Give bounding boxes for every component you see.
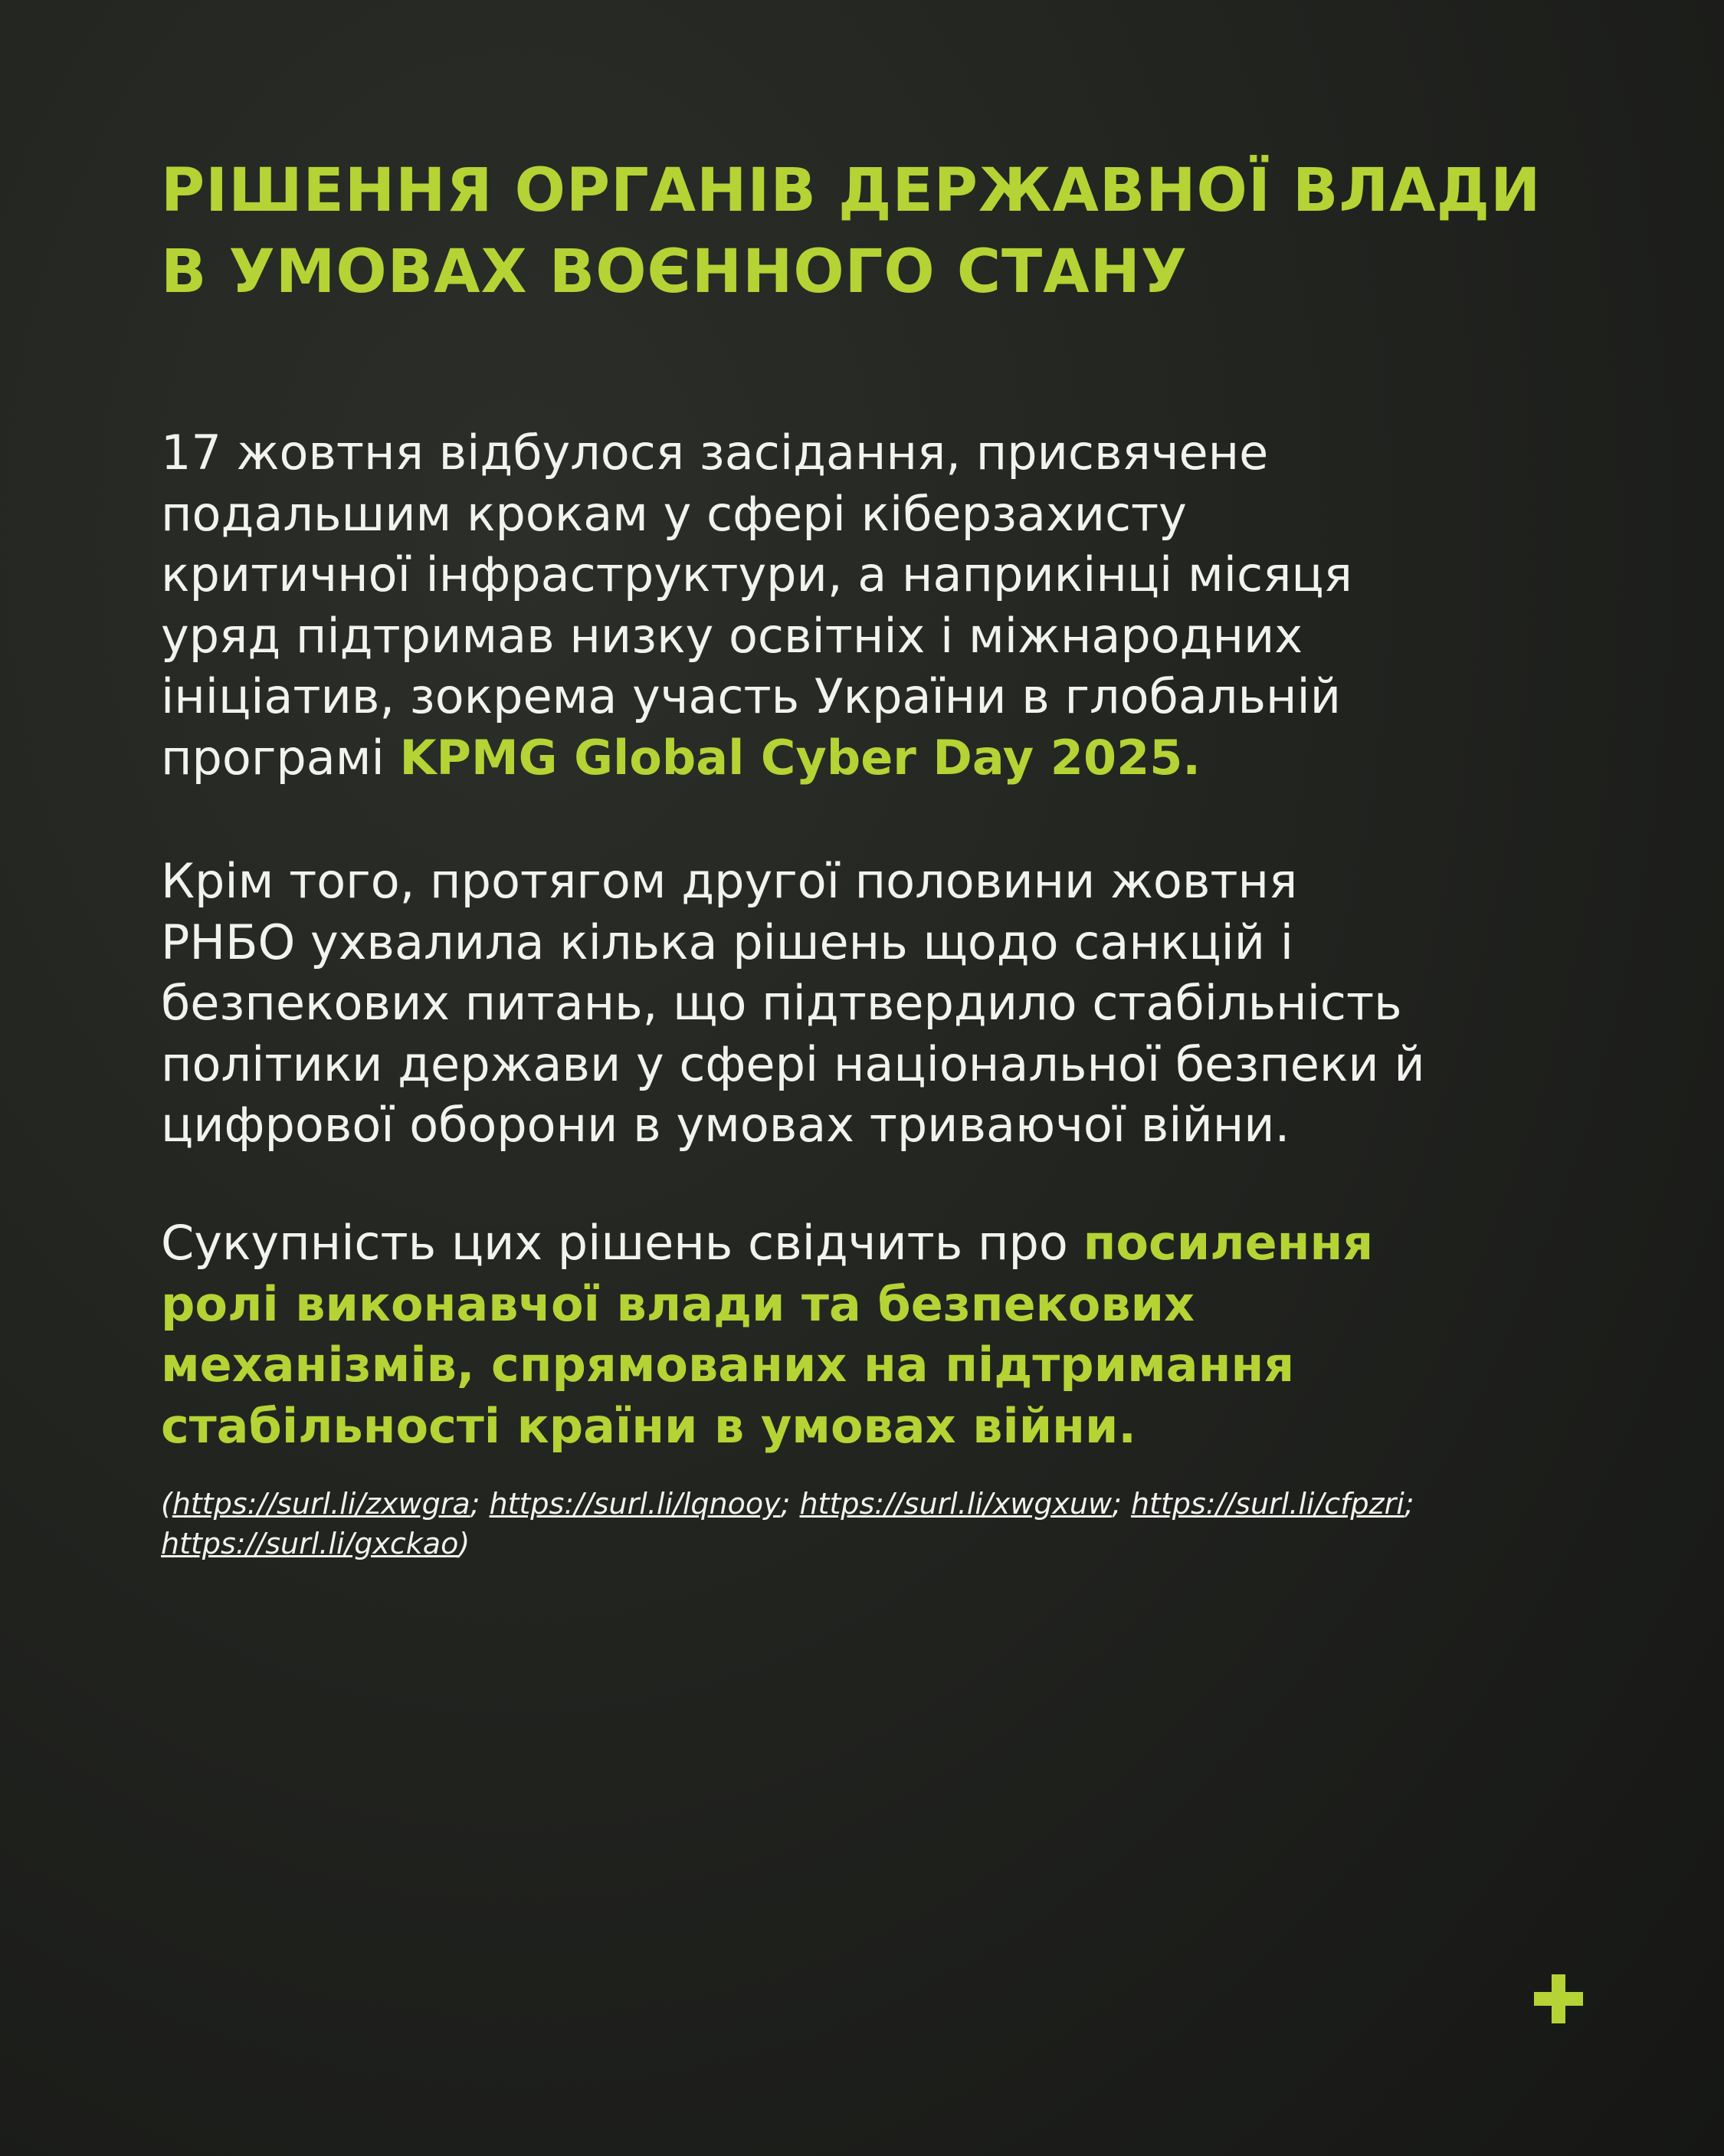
- separator: ;: [780, 1487, 800, 1521]
- title-line-2: В УМОВАХ ВОЄННОГО СТАНУ: [161, 238, 1188, 307]
- sources-line-1: [161, 1484, 1563, 1524]
- paragraph-conclusion: [161, 1213, 1563, 1456]
- sources-list: [161, 1484, 1563, 1564]
- highlight-text: посилення: [1083, 1215, 1374, 1271]
- paragraph-line: ініціатив, зокрема участь України в глобальній: [161, 668, 1342, 724]
- separator: ;: [1404, 1487, 1414, 1521]
- highlight-kpmg-event: KPMG Global Cyber Day 2025.: [399, 729, 1201, 786]
- source-link[interactable]: https://surl.li/zxwgra: [172, 1487, 470, 1521]
- source-link[interactable]: https://surl.li/xwgxuw: [799, 1487, 1113, 1521]
- paragraph-line: безпекових питань, що підтвердило стабільність: [161, 975, 1402, 1031]
- sources-line-2: [161, 1524, 1563, 1564]
- source-link[interactable]: https://surl.li/cfpzri: [1130, 1487, 1404, 1521]
- source-link[interactable]: https://surl.li/gxckao: [161, 1527, 459, 1560]
- source-link[interactable]: https://surl.li/lqnooy: [489, 1487, 781, 1521]
- paragraph-line: критичної інфраструктури, а наприкінці місяця: [161, 546, 1352, 602]
- plus-icon: [1534, 1974, 1583, 2023]
- paragraph-line: Крім того, протягом другої половини жовтня: [161, 853, 1298, 909]
- title-line-1: РІШЕННЯ ОРГАНІВ ДЕРЖАВНОЇ ВЛАДИ: [161, 156, 1542, 225]
- highlight-line: стабільності країни в умовах війни.: [161, 1397, 1136, 1454]
- paragraph-line: уряд підтримав низку освітніх і міжнародних: [161, 607, 1303, 664]
- open-paren: (: [161, 1487, 172, 1521]
- page-title: [161, 150, 1617, 313]
- paragraph-line: політики держави у сфері національної безпеки й: [161, 1035, 1425, 1092]
- separator: ;: [470, 1487, 490, 1521]
- paragraph-text: програмі: [161, 729, 400, 786]
- highlight-line: механізмів, спрямованих на підтримання: [161, 1337, 1295, 1393]
- paragraph-line: РНБО ухвалила кілька рішень щодо санкцій і: [161, 914, 1294, 970]
- paragraph-nsdc: [161, 851, 1563, 1156]
- close-paren: ): [458, 1527, 470, 1560]
- paragraph-line: [161, 1213, 1563, 1274]
- paragraph-intro: [161, 422, 1563, 788]
- separator: ;: [1112, 1487, 1131, 1521]
- highlight-line: ролі виконавчої влади та безпекових: [161, 1275, 1195, 1332]
- paragraph-line: подальшим крокам у сфері кіберзахисту: [161, 485, 1187, 542]
- paragraph-line: 17 жовтня відбулося засідання, присвячене: [161, 425, 1269, 481]
- paragraph-line-last: [161, 727, 1563, 789]
- paragraph-line: цифрової оборони в умовах триваючої війни.: [161, 1097, 1290, 1153]
- paragraph-text: Сукупність цих рішень свідчить про: [161, 1215, 1083, 1271]
